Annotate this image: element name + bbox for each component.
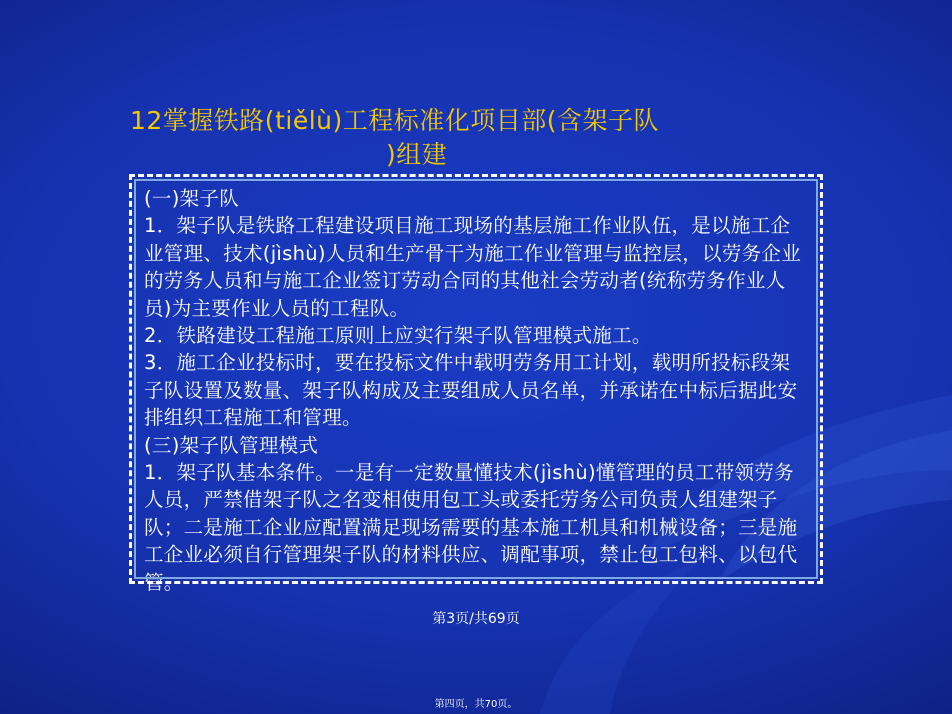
paragraph-2: 2．铁路建设工程施工原则上应实行架子队管理模式施工。 bbox=[144, 324, 652, 348]
slide-title-line2: )组建 bbox=[386, 140, 448, 169]
footer-note: 第四页，共70页。 bbox=[434, 699, 518, 710]
content-box bbox=[129, 174, 823, 594]
paragraph-4: 1．架子队基本条件。一是有一定数量懂技术(jìshù)懂管理的员工带领劳务人员，严禁借架子队之名变相使用包工头或委托劳务公司负责人组建架子队；二是施工企业应配置满足现场需要的基本施工机具和机械设备；三是施工企业必须自行管理架子队的材料供应、调配事项，禁止包工包料、以包代管。 bbox=[144, 461, 798, 594]
section-heading-1: (一)架子队 bbox=[144, 187, 240, 210]
section-heading-3: (三)架子队管理模式 bbox=[144, 433, 319, 457]
paragraph-1: 1．架子队是铁路工程建设项目施工现场的基层施工作业队伍，是以施工企业管理、技术(jìshù)人员和生产骨干为施工作业管理与监控层，以劳务企业的劳务人员和与施工企业签订劳动合同的其他社会劳动者(统称劳务作业人员)为主要作业人员的工程队。 bbox=[144, 214, 802, 320]
paragraph-3: 3．施工企业投标时，要在投标文件中载明劳务用工计划，载明所投标段架子队设置及数量、架子队构成及主要组成人员名单，并承诺在中标后据此安排组织工程施工和管理。 bbox=[144, 351, 798, 430]
slide-title-line1: 12掌握铁路(tiělù)工程标准化项目部(含架子队 bbox=[130, 106, 659, 135]
slide-title bbox=[130, 104, 730, 172]
page-indicator: 第3页/共69页 bbox=[432, 611, 520, 627]
